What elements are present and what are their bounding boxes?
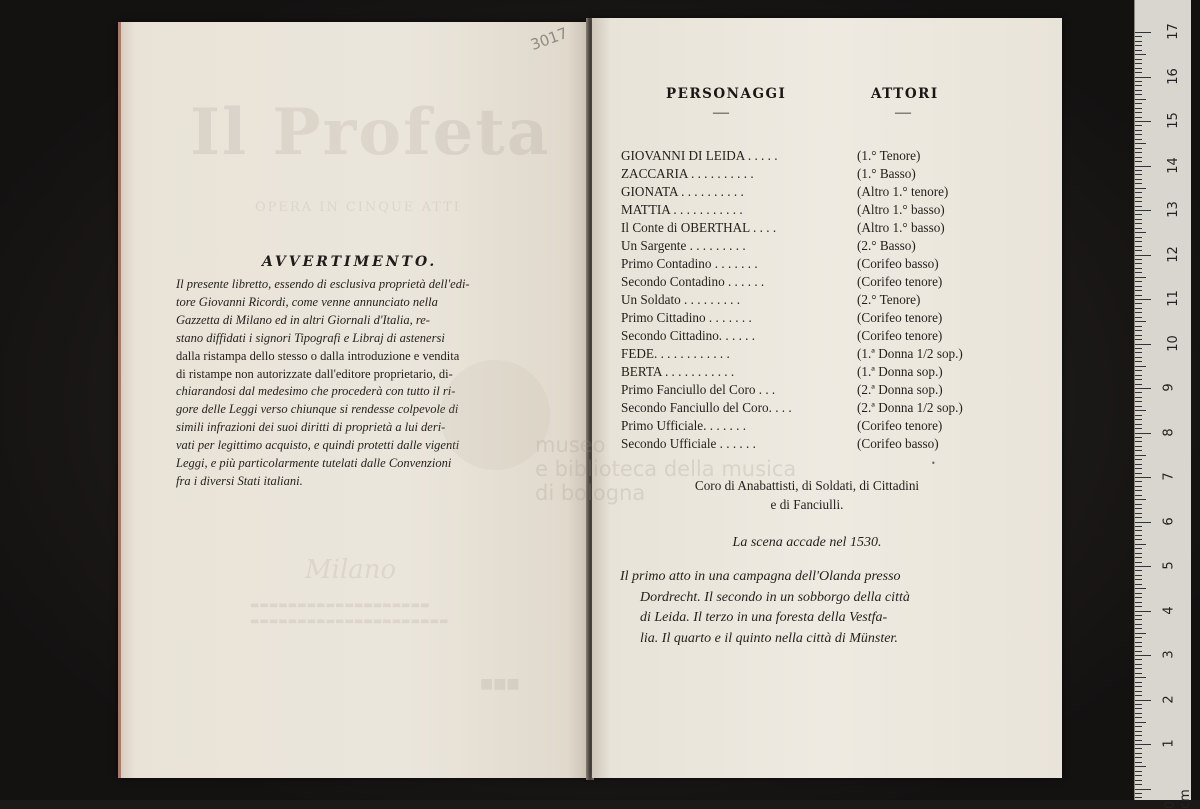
ruler-tick	[1135, 664, 1142, 665]
ruler-tick	[1135, 490, 1142, 491]
ruler-tick	[1135, 99, 1146, 100]
ruler-tick	[1135, 495, 1142, 496]
ruler-number: 10	[1165, 334, 1181, 352]
ruler-number: 17	[1165, 23, 1181, 40]
ruler-tick	[1135, 192, 1142, 193]
ruler-tick	[1135, 677, 1146, 678]
character-name: ZACCARIA . . . . . . . . . .	[621, 166, 754, 181]
ruler-tick	[1135, 366, 1146, 367]
ruler-tick	[1135, 348, 1142, 349]
cast-row	[621, 183, 991, 201]
ruler-tick	[1135, 735, 1142, 736]
ruler-number: 15	[1165, 112, 1181, 129]
ruler-tick	[1135, 410, 1146, 411]
ruler-tick	[1135, 103, 1142, 104]
ruler-tick	[1135, 473, 1142, 474]
ruler-tick	[1135, 90, 1142, 91]
ruler-tick	[1135, 775, 1142, 776]
setting-description	[620, 567, 1000, 649]
ornament-mark: •	[931, 459, 936, 468]
ruler-tick	[1135, 780, 1142, 781]
ruler-tick	[1135, 188, 1146, 189]
ruler-tick	[1135, 588, 1146, 589]
ruler-tick	[1135, 272, 1142, 273]
ruler-tick	[1135, 797, 1142, 798]
ruler-tick	[1135, 134, 1142, 135]
ruler-tick	[1135, 201, 1142, 202]
cast-row	[621, 417, 991, 435]
voice-role: (2.ª Donna 1/2 sop.)	[857, 400, 963, 415]
ruler-tick	[1135, 628, 1142, 629]
ruler-tick	[1135, 250, 1142, 251]
watermark-line-2: e biblioteca della musica	[535, 457, 797, 481]
ruler-tick	[1135, 41, 1142, 42]
ruler-tick	[1135, 428, 1142, 429]
ruler-number: 1	[1161, 739, 1177, 748]
ruler-tick	[1135, 112, 1142, 113]
character-name: Il Conte di OBERTHAL . . . .	[621, 220, 777, 235]
ruler-tick	[1135, 375, 1142, 376]
ruler-tick	[1135, 722, 1146, 723]
avvertimento-line: vati per legittimo acquisto, e quindi protetti dalle vigenti	[176, 438, 460, 453]
voice-role: (Altro 1.° basso)	[857, 220, 945, 235]
ruler-tick	[1135, 295, 1142, 296]
ruler-tick	[1135, 744, 1151, 745]
ruler-tick	[1135, 753, 1142, 754]
ruler-tick	[1135, 121, 1151, 122]
ruler-tick	[1135, 370, 1142, 371]
ruler-tick	[1135, 81, 1142, 82]
voice-role: (Altro 1.° basso)	[857, 202, 945, 217]
cast-row	[621, 237, 991, 255]
ruler-tick	[1135, 210, 1151, 211]
ruler-tick	[1135, 161, 1142, 162]
character-name: Primo Cittadino . . . . . . .	[621, 310, 752, 325]
ruler-tick	[1135, 748, 1142, 749]
ruler-tick	[1135, 793, 1142, 794]
cast-row	[621, 273, 991, 291]
ruler-tick	[1135, 602, 1142, 603]
ruler-number: 13	[1165, 201, 1181, 218]
ruler-tick	[1135, 197, 1142, 198]
voice-role: (Corifeo tenore)	[857, 310, 943, 325]
ruler-tick	[1135, 406, 1142, 407]
ruler-tick	[1135, 700, 1151, 701]
ruler-tick	[1135, 312, 1142, 313]
character-name: MATTIA . . . . . . . . . . .	[621, 202, 743, 217]
ruler-tick	[1135, 330, 1142, 331]
ruler-number: 7	[1161, 472, 1177, 481]
character-name: GIONATA . . . . . . . . . .	[621, 184, 744, 199]
cast-row	[621, 345, 991, 363]
ruler-tick	[1135, 575, 1142, 576]
ruler-tick	[1135, 562, 1142, 563]
ruler-tick	[1135, 682, 1142, 683]
coro-line-1: Coro di Anabattisti, di Soldati, di Cittadini	[694, 478, 920, 493]
ruler-tick	[1135, 766, 1146, 767]
ruler-tick	[1135, 624, 1142, 625]
ruler-tick	[1135, 85, 1142, 86]
cast-row	[621, 255, 991, 273]
ruler-tick	[1135, 290, 1142, 291]
voice-role: (1.° Basso)	[857, 166, 916, 181]
watermark-line-3: di bologna	[535, 481, 646, 505]
ruler-tick	[1135, 606, 1142, 607]
voice-role: (2.ª Donna sop.)	[857, 382, 943, 397]
ruler-tick	[1135, 504, 1142, 505]
ruler-tick	[1135, 784, 1142, 785]
ruler-tick	[1135, 433, 1151, 434]
coro-line-2: e di Fanciulli.	[770, 497, 844, 512]
voice-role: (1.° Tenore)	[857, 148, 921, 163]
ruler-tick	[1135, 384, 1142, 385]
avvertimento-line: Gazzetta di Milano ed in altri Giornali d'Italia, re-	[176, 312, 430, 327]
ruler-tick	[1135, 731, 1142, 732]
ruler-tick	[1135, 117, 1142, 118]
ruler-tick	[1135, 499, 1146, 500]
ruler-tick	[1135, 597, 1142, 598]
ruler-tick	[1135, 246, 1142, 247]
ruler-number: 14	[1165, 156, 1181, 174]
ruler-tick	[1135, 446, 1142, 447]
ruler-tick	[1135, 45, 1142, 46]
ruler-tick	[1135, 36, 1142, 37]
ruler-tick	[1135, 646, 1142, 647]
voice-role: (2.° Tenore)	[857, 292, 921, 307]
character-name: Secondo Cittadino. . . . . .	[621, 328, 756, 343]
ruler-tick	[1135, 130, 1142, 131]
ruler-tick	[1135, 361, 1142, 362]
cast-row	[621, 327, 991, 345]
ruler-tick	[1135, 241, 1142, 242]
ruler-tick	[1135, 379, 1142, 380]
ruler-tick	[1135, 326, 1142, 327]
ruler-tick	[1135, 281, 1142, 282]
cast-row	[621, 363, 991, 381]
voice-role: (1.ª Donna 1/2 sop.)	[857, 346, 963, 361]
ruler-tick	[1135, 59, 1142, 60]
ruler-tick	[1135, 513, 1142, 514]
avvertimento-line: fra i diversi Stati italiani.	[176, 473, 303, 488]
ruler-tick	[1135, 401, 1142, 402]
ruler-tick	[1135, 637, 1142, 638]
ruler-tick	[1135, 713, 1142, 714]
avvertimento-line: di ristampe non autorizzate dall'editore proprietario, di-	[176, 366, 453, 381]
ruler-tick	[1135, 619, 1142, 620]
ruler-tick	[1135, 481, 1142, 482]
ruler-number: 2	[1161, 694, 1177, 704]
character-name: BERTA . . . . . . . . . . .	[621, 364, 735, 379]
ruler-tick	[1135, 32, 1151, 33]
ruler-tick	[1135, 539, 1142, 540]
ruler-tick	[1135, 157, 1142, 158]
ruler-tick	[1135, 486, 1142, 487]
ruler-tick	[1135, 166, 1151, 167]
ruler-tick	[1135, 642, 1142, 643]
ruler-tick	[1135, 726, 1142, 727]
ruler-tick	[1135, 125, 1142, 126]
ruler-tick	[1135, 214, 1142, 215]
cast-row	[621, 147, 991, 165]
ruler-tick	[1135, 317, 1142, 318]
ruler-tick	[1135, 655, 1151, 656]
ruler-number: 9	[1161, 383, 1177, 392]
ruler-tick	[1135, 77, 1151, 78]
header-rule-2: —	[895, 104, 911, 121]
ruler-tick	[1135, 508, 1142, 509]
ruler-tick	[1135, 659, 1142, 660]
ruler-tick	[1135, 691, 1142, 692]
ruler-tick	[1135, 530, 1142, 531]
ruler-tick	[1135, 535, 1142, 536]
ruler-tick	[1135, 339, 1142, 340]
coro-note	[622, 476, 992, 514]
description-line: di Leida. Il terzo in una foresta della Vestfa-	[640, 610, 888, 625]
ruler-tick	[1135, 143, 1146, 144]
voice-role: (Corifeo basso)	[857, 256, 939, 271]
avvertimento-heading: AVVERTIMENTO.	[262, 254, 438, 270]
ruler-tick	[1135, 437, 1142, 438]
ruler-tick	[1135, 183, 1142, 184]
ruler-number: 3	[1161, 650, 1177, 659]
ruler-tick	[1135, 757, 1142, 758]
character-name: GIOVANNI DI LEIDA . . . . .	[621, 148, 778, 163]
ruler-tick	[1135, 415, 1142, 416]
ruler-tick	[1135, 170, 1142, 171]
ruler-tick	[1135, 139, 1142, 140]
ruler-tick	[1135, 94, 1142, 95]
ruler-tick	[1135, 179, 1142, 180]
avvertimento-line: tore Giovanni Ricordi, come venne annunciato nella	[176, 294, 438, 309]
ruler-tick	[1135, 708, 1142, 709]
character-name: Un Soldato . . . . . . . . .	[621, 292, 741, 307]
measurement-ruler	[1134, 0, 1193, 809]
ruler-number: 4	[1161, 605, 1177, 615]
avvertimento-line: dalla ristampa dello stesso o dalla introduzione e vendita	[176, 348, 460, 363]
cast-row	[621, 219, 991, 237]
ruler-tick	[1135, 789, 1151, 790]
ruler-tick	[1135, 717, 1142, 718]
pencil-note: 3017	[528, 24, 571, 54]
ruler-tick	[1135, 517, 1142, 518]
cast-row	[621, 291, 991, 309]
ruler-tick	[1135, 63, 1142, 64]
character-name: Primo Contadino . . . . . . .	[621, 256, 758, 271]
avvertimento-line: Il presente libretto, essendo di esclusiva proprietà dell'edi-	[176, 277, 470, 291]
ruler-tick	[1135, 259, 1142, 260]
header-attori: ATTORI	[871, 86, 939, 102]
ruler-tick	[1135, 299, 1151, 300]
ruler-tick	[1135, 548, 1142, 549]
cast-row	[621, 201, 991, 219]
description-line: Dordrecht. Il secondo in un sobborgo della città	[640, 589, 910, 605]
ruler-tick	[1135, 357, 1142, 358]
ruler-tick	[1135, 570, 1142, 571]
ruler-tick	[1135, 232, 1146, 233]
ruler-tick	[1135, 152, 1142, 153]
ruler-tick	[1135, 459, 1142, 460]
ruler-number: 0 cm	[1163, 788, 1193, 809]
watermark-line-1: museo	[535, 433, 606, 457]
ruler-tick	[1135, 148, 1142, 149]
ruler-tick	[1135, 108, 1142, 109]
ruler-tick	[1135, 50, 1142, 51]
ruler-tick	[1135, 740, 1142, 741]
ruler-tick	[1135, 468, 1142, 469]
avvertimento-line: stano diffidati i signori Tipografi e Libraj di astenersi	[176, 330, 445, 345]
ruler-tick	[1135, 419, 1142, 420]
ruler-tick	[1135, 673, 1142, 674]
ruler-tick	[1135, 593, 1142, 594]
ruler-tick	[1135, 686, 1142, 687]
ruler-tick	[1135, 651, 1142, 652]
avvertimento-line: Leggi, e più particolarmente tutelati dalle Convenzioni	[176, 456, 452, 471]
ruler-tick	[1135, 441, 1142, 442]
cast-row	[621, 399, 991, 417]
ruler-tick	[1135, 464, 1142, 465]
watermark-logo	[440, 360, 550, 470]
ruler-tick	[1135, 237, 1142, 238]
ruler-tick	[1135, 277, 1146, 278]
ruler-tick	[1135, 54, 1146, 55]
ruler-number: 6	[1161, 516, 1177, 526]
character-name: Secondo Contadino . . . . . .	[621, 274, 765, 289]
ruler-tick	[1135, 223, 1142, 224]
ruler-number: 5	[1161, 561, 1177, 570]
ruler-tick	[1135, 526, 1142, 527]
character-name: Un Sargente . . . . . . . . .	[621, 238, 746, 253]
avvertimento-line: simili infrazioni dei suoi diritti di proprietà a lui deri-	[176, 420, 446, 435]
ruler-tick	[1135, 206, 1142, 207]
ruler-tick	[1135, 522, 1151, 523]
ruler-tick	[1135, 219, 1142, 220]
ruler-tick	[1135, 303, 1142, 304]
ruler-tick	[1135, 255, 1151, 256]
cast-row	[621, 309, 991, 327]
ruler-tick	[1135, 388, 1151, 389]
cast-row	[621, 435, 991, 453]
ruler-tick	[1135, 704, 1142, 705]
ruler-tick	[1135, 352, 1142, 353]
character-name: Secondo Fanciullo del Coro. . . .	[621, 400, 792, 415]
voice-role: (Corifeo tenore)	[857, 328, 943, 343]
ruler-tick	[1135, 392, 1142, 393]
scena-line: La scena accade nel 1530.	[732, 535, 882, 550]
header-rule-1: —	[713, 104, 729, 121]
ruler-tick	[1135, 544, 1146, 545]
ruler-tick	[1135, 668, 1142, 669]
voice-role: (1.ª Donna sop.)	[857, 364, 943, 379]
ruler-tick	[1135, 771, 1142, 772]
voice-role: (Altro 1.° tenore)	[857, 184, 949, 199]
ruler-tick	[1135, 308, 1142, 309]
ruler-tick	[1135, 286, 1142, 287]
ruler-tick	[1135, 611, 1151, 612]
ruler-tick	[1135, 263, 1142, 264]
ruler-tick	[1135, 455, 1146, 456]
ruler-tick	[1135, 615, 1142, 616]
ruler-tick	[1135, 553, 1142, 554]
ruler-tick	[1135, 397, 1142, 398]
ruler-tick	[1135, 450, 1142, 451]
character-name: Secondo Ufficiale . . . . . .	[621, 436, 756, 451]
cast-row	[621, 165, 991, 183]
cast-row	[621, 381, 991, 399]
ruler-tick	[1135, 335, 1142, 336]
ruler-tick	[1135, 72, 1142, 73]
description-line: Il primo atto in una campagna dell'Olanda presso	[620, 569, 901, 584]
ruler-tick	[1135, 268, 1142, 269]
ruler-tick	[1135, 477, 1151, 478]
ruler-tick	[1135, 174, 1142, 175]
voice-role: (Corifeo tenore)	[857, 418, 943, 433]
ruler-tick	[1135, 584, 1142, 585]
voice-role: (2.° Basso)	[857, 238, 916, 253]
ruler-tick	[1135, 633, 1146, 634]
ruler-number: 16	[1165, 67, 1181, 85]
description-line: lia. Il quarto e il quinto nella città di Münster.	[640, 630, 898, 646]
avvertimento-line: chiarandosi dal medesimo che procederà con tutto il ri-	[176, 384, 456, 399]
ruler-tick	[1135, 695, 1142, 696]
avvertimento-line: gore delle Leggi verso chiunque si rendesse colpevole di	[176, 402, 459, 417]
voice-role: (Corifeo basso)	[857, 436, 939, 451]
ruler-tick	[1135, 68, 1142, 69]
character-name: Primo Ufficiale. . . . . . .	[621, 418, 747, 433]
character-name: FEDE. . . . . . . . . . . .	[621, 346, 730, 361]
ruler-tick	[1135, 566, 1151, 567]
character-name: Primo Fanciullo del Coro . . .	[621, 382, 776, 397]
ruler-number: 11	[1165, 290, 1181, 307]
ruler-tick	[1135, 579, 1142, 580]
ruler-tick	[1135, 321, 1146, 322]
ruler-tick	[1135, 344, 1151, 345]
voice-role: (Corifeo tenore)	[857, 274, 943, 289]
ruler-tick	[1135, 228, 1142, 229]
ruler-tick	[1135, 762, 1142, 763]
ruler-number: 12	[1165, 245, 1181, 263]
ruler-tick	[1135, 424, 1142, 425]
ruler-number: 8	[1161, 427, 1177, 437]
header-personaggi: PERSONAGGI	[666, 86, 787, 102]
ruler-tick	[1135, 557, 1142, 558]
cast-list	[621, 147, 991, 453]
